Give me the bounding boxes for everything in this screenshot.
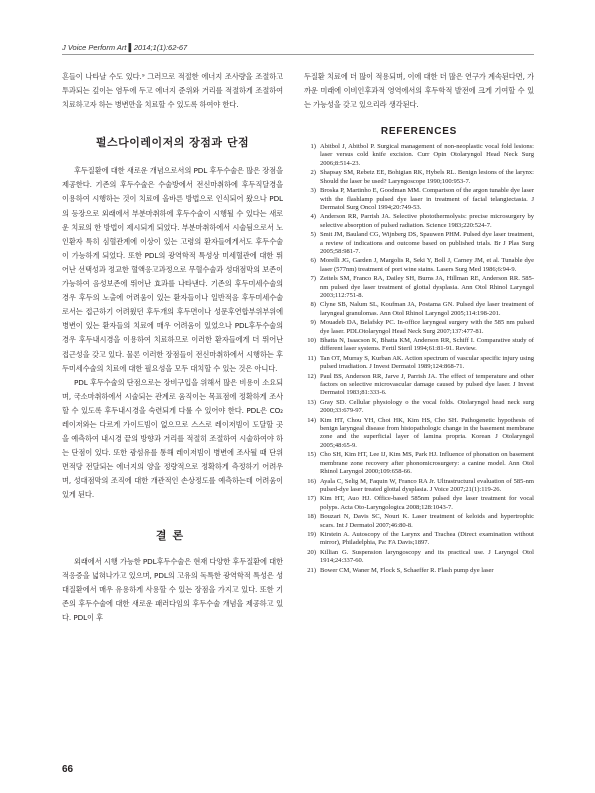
reference-text: Gray SD. Cellular physiology o the vocal folds. Otolaryngol head neck surg 2000;33:679-97. bbox=[320, 399, 534, 415]
reference-number: 21) bbox=[307, 567, 316, 575]
reference-text: Clyne SB, Nalum SL, Koufman JA, Postama GN. Pulsed dye laser treatment of laryngeal granulomas. Ann Otol Rhinol Laryngol 2005;114:198-201. bbox=[320, 301, 534, 317]
reference-item bbox=[304, 373, 534, 398]
reference-item bbox=[304, 478, 534, 494]
reference-text: Bhatta N, Isaacson K, Bhatta KM, Anderson RR, Schiff I. Comparative study of different laser systems. Fertil Steril 1994;61:81-91. Review. bbox=[320, 337, 534, 353]
section-title-pros-cons: 펄스다이레이저의 장점과 단점 bbox=[95, 136, 250, 150]
reference-item bbox=[304, 143, 534, 168]
section-title-conclusion: 결론 bbox=[155, 528, 190, 542]
reference-item bbox=[304, 275, 534, 300]
reference-item bbox=[304, 567, 534, 575]
reference-number: 1) bbox=[310, 143, 316, 151]
reference-number: 18) bbox=[307, 513, 316, 521]
reference-text: Bouzari N, Davis SC, Nouri K. Laser treatment of keloids and hypertrophic scars. Int J Dermatol 2007;46:80-8. bbox=[320, 513, 534, 529]
reference-item bbox=[304, 513, 534, 529]
reference-number: 14) bbox=[307, 417, 316, 425]
reference-item bbox=[304, 399, 534, 415]
reference-number: 4) bbox=[310, 213, 316, 221]
header-rule bbox=[62, 54, 534, 55]
reference-number: 3) bbox=[310, 187, 316, 195]
page-number: 66 bbox=[62, 764, 74, 775]
reference-text: Morelli JG, Garden J, Margolis R, Seki Y, Boll J, Carney JM, et al. Tunable dye laser (577nm) treatment of port wine stains. Lasers Surg Med 1986;6:94-9. bbox=[320, 257, 534, 273]
reference-item bbox=[304, 451, 534, 476]
reference-number: 16) bbox=[307, 477, 316, 485]
reference-number: 17) bbox=[307, 495, 316, 503]
reference-text: Killian G. Suspension laryngoscopy and its practical use. J Laryngol Otol 1914;24:337-60. bbox=[320, 549, 534, 565]
reference-text: Kim HT, Auo HJ. Office-based 585nm pulsed dye laser treatment for vocal polyps. Acta Oto-Laryngologica 2008;128:1043-7. bbox=[320, 495, 534, 511]
reference-text: Cho SH, Kim HT, Lee IJ, Kim MS, Park HJ. Influence of phonation on basement membrane zone recovery after phonomicrosurgery: a canine model. Ann Otol Rhinol Laryngol 2000;109:658-66. bbox=[320, 451, 534, 475]
reference-item bbox=[304, 257, 534, 273]
reference-item bbox=[304, 213, 534, 229]
reference-item bbox=[304, 301, 534, 317]
reference-number: 5) bbox=[310, 231, 316, 239]
reference-item bbox=[304, 231, 534, 256]
reference-text: Ayala C, Selig M, Faquin W, Franco RA Jr. Ultrastructural evaluation of 585-nm pulsed-dye laser treated glottal dysplasia. J Voice 2007;21(1):119-26. bbox=[320, 477, 534, 493]
reference-number: 10) bbox=[307, 337, 316, 345]
reference-text: Smit JM, Bauland CG, Wijnberg DS, Spauwen PHM. Pulsed dye laser treatment, a review of indications and outcome based on published trials. Br J Plas Surg 2005;58:981-7. bbox=[320, 231, 534, 255]
reference-number: 9) bbox=[310, 319, 316, 327]
body-paragraph: 흔들이 나타날 수도 있다.⁹ 그러므로 적절한 에너지 조사량을 조절하고 투과되는 깊이는 염두에 두고 에너지 준위와 거리를 적절하게 조절하여 치료하고자 하는 병변만을 치료할 수 있도록 하여야 한다. bbox=[62, 72, 283, 110]
reference-number: 12) bbox=[307, 373, 316, 381]
reference-text: Bower CM, Waner M, Flock S, Schaeffer R. Flash pump dye laser bbox=[320, 567, 494, 575]
reference-number: 7) bbox=[310, 275, 316, 283]
running-header: J Voice Perform Art ▌2014;1(1):62-67 bbox=[62, 43, 188, 52]
reference-list bbox=[304, 143, 534, 575]
reference-item bbox=[304, 355, 534, 371]
reference-item bbox=[304, 337, 534, 353]
reference-text: Kim HT, Chou YH, Choi HK, Kim HS, Cho SH. Pathogenetic hypothesis of benign laryngeal disease from histopathologic change in the basement membrane zone and the superficial layer of lamina propria. Korean J Otolaryngol 2005;48:65-9. bbox=[320, 417, 534, 449]
reference-number: 8) bbox=[310, 301, 316, 309]
reference-text: Paul BS, Anderson RR, Jarve J, Parrish JA. The effect of temperature and other factors on selective microvascular damage caused by pulsed dye laser. J Invest Dermatol 1983;81:333-6. bbox=[320, 373, 534, 397]
right-column bbox=[304, 70, 534, 577]
reference-number: 6) bbox=[310, 257, 316, 265]
reference-item bbox=[304, 417, 534, 450]
reference-text: Anderson RR, Parrish JA. Selective photothermolysis: precise microsurgery by selective absorption of pulsed radiation. Science 1983;220:524-7. bbox=[320, 213, 534, 229]
body-paragraph: 두질환 치료에 더 많이 적용되며, 이에 대한 더 많은 연구가 계속된다면, 가까운 미래에 이비인후과적 영역에서의 후두학적 발전에 크게 기여할 수 있는 가능성을 갖고 있으리라 생각된다. bbox=[304, 72, 534, 110]
reference-number: 15) bbox=[307, 451, 316, 459]
left-column bbox=[62, 70, 283, 625]
reference-item bbox=[304, 549, 534, 565]
references-title: REFERENCES bbox=[380, 126, 458, 138]
reference-text: Shapsay SM, Rebeiz EE, Bohigian RK, Hybels RL. Benign lesions of the larynx: Should the laser be used? Laryngoscope 1990;100:953-7. bbox=[320, 169, 534, 185]
body-paragraph: PDL 후두수술의 단점으로는 장비구입을 위해서 많은 비용이 소요되며, 국소마취하에서 시술되는 관계로 움직이는 목표점에 정확하게 조사할 수 있도록 후두내시경을 숙련되게 다룰 수 있어야 한다. PDL은 CO₂레이저와는 다르게 가이드빔이 없으므로 스스로 레이저빔이 도달할 곳을 예측하여 내시경 끝의 방향과 거리를 적절히 조절하여 시술하여야 하는 단점이 있다. 또한 광섬유를 통해 레이저빔이 병변에 조사될 때 단위면적당 전달되는 에너지의 양을 정량적으로 정확하게 측정하기 어려우며, 성대점막의 조직에 대한 개관적인 손상정도를 예측하는데 어려움이 있게 된다. bbox=[62, 377, 283, 500]
reference-number: 19) bbox=[307, 531, 316, 539]
reference-number: 13) bbox=[307, 399, 316, 407]
reference-number: 2) bbox=[310, 169, 316, 177]
body-paragraph: 후두질환에 대한 새로운 개념으로서의 PDL 후두수술은 많은 장점을 제공한다. 기존의 후두수술은 수술방에서 전신마취하에 후두직달경을 이용하여 시행하는 것이 치료에 올바른 방법으로 인식되어 왔으나 PDL의 등장으로 외래에서 부분마취하에 후두수술이 시행될 수 있다는 새로운 치료의 한 방법이 제시되게 되었다. 부분마취하에서 시술됨으로서 노인환자 특히 심혈관계에 이상이 있는 고령의 환자들에게서도 후두수술이 가능하게 되었다. 또한 PDL의 광역학적 특성상 미세혈관에 대한 뛰어난 선택성과 정교한 혈액응고과정으로 무혈수술과 성대점막의 보존이 가능하여 음성보존에 뛰어난 효과를 나타낸다. 기존의 후두미세수술의 경우 후두의 노출에 어려움이 있는 환자들이나 일반적음 후두미세수술로서는 접근하기 어려웠던 후두개의 후두면이나 성문후연합부위부위에 병변이 있는 환자들의 치료에 매우 어려움이 있었으나 PDL후두수술의 경우 후두내시경을 이용하여 치료하므로 이러한 환자들에게 더 뛰어난 접근성을 갖고 있다. 물론 이러한 장점들이 전신마취하에서 시행하는 후두미세수술의 치료에 대한 필요성을 모두 대치할 수 있는 것은 아니다. bbox=[62, 166, 283, 373]
reference-text: Kirstein A. Autoscopy of the Larynx and Trachea (Direct examination without mirror), Philadelphia, Pa: FA Davis;1897. bbox=[320, 531, 534, 547]
reference-text: Broska P, Martinho E, Goodman MM. Comparison of the argon tunable dye laser with the flashlamp pulsed dye laser in treatment of facial telangiectasia. J Dermatol Surg Oncol 1994;20:749-53. bbox=[320, 187, 534, 211]
reference-number: 11) bbox=[307, 355, 316, 363]
reference-item bbox=[304, 169, 534, 185]
reference-number: 20) bbox=[307, 549, 316, 557]
reference-item bbox=[304, 319, 534, 335]
reference-item bbox=[304, 187, 534, 212]
reference-text: Abitbol J, Abitbol P. Surgical management of non-neoplastic vocal fold lesions: laser versus cold knife excision. Curr Opin Otolaryngol Head Neck Surg 2006;8:514-23. bbox=[320, 143, 534, 167]
reference-item bbox=[304, 531, 534, 547]
reference-text: Tan OT, Murray S, Kurban AK. Action spectrum of vascular specific injury using pulsed irradiation. J Invest Dermatol 1989;124:868-71. bbox=[320, 355, 534, 371]
reference-text: Mouadeb DA, Belafsky PC. In-office laryngeal surgery with the 585 nm pulsed dye laser. PDLOtolaryngol Head Neck Surg 2007;137:477-81. bbox=[320, 319, 534, 335]
body-paragraph: 외래에서 시행 가능한 PDL후두수술은 현재 다양한 후두질환에 대한 적응증을 넓혀나가고 있으며, PDL의 고유의 독특한 광역학적 특성은 성대질환에서 매우 유용하게 사용할 수 있는 장점을 가지고 있다. 또한 기존의 후두수술에 대한 새로운 패러다임의 후두수술 개념을 제공하고 있다. PDL이 후 bbox=[62, 556, 283, 622]
reference-text: Zeitels SM, Franco RA, Dailey SH, Burns JA, Hillman RE, Anderson RR. 585-nm pulsed dye laser treatment of glottal dysplasia. Ann Otol Rhinol Laryngol 2003;112:751-8. bbox=[320, 275, 534, 299]
reference-item bbox=[304, 495, 534, 511]
